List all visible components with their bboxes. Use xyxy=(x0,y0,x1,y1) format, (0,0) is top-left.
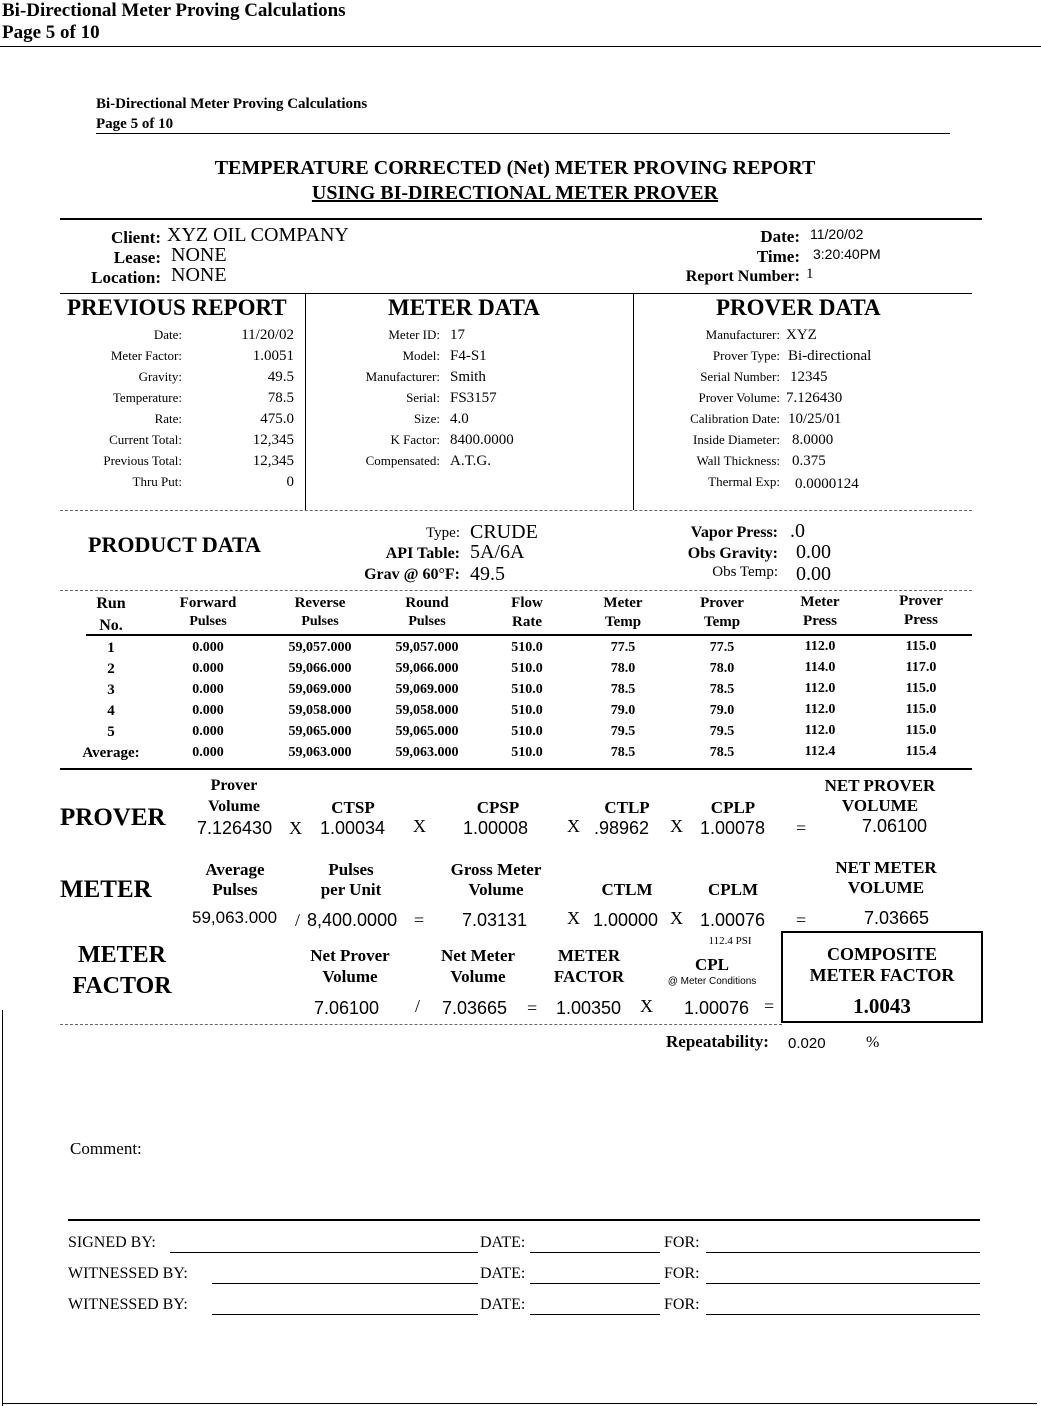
prover-value: XYZ xyxy=(786,327,817,343)
rule-comment xyxy=(68,1219,980,1221)
obs-gravity-value: 0.00 xyxy=(796,541,831,563)
col-header: Pulses xyxy=(408,614,446,629)
prover-label: Prover Type: xyxy=(712,348,780,363)
lease-label: Lease: xyxy=(113,248,161,267)
cpl-subheader: @ Meter Conditions xyxy=(667,976,757,987)
run-cell: 112.0 xyxy=(804,723,836,738)
run-cell: 77.5 xyxy=(709,640,735,655)
prover-value: 0.375 xyxy=(792,453,826,469)
avg-pulses-header-2: Pulses xyxy=(212,880,258,899)
date-sig-line[interactable] xyxy=(530,1283,660,1284)
npv-value: 7.06100 xyxy=(314,998,380,1018)
times-sign: X xyxy=(640,996,653,1016)
api-value: 5A/6A xyxy=(470,541,525,563)
run-cell: 59,057.000 xyxy=(395,640,459,655)
product-data-heading: PRODUCT DATA xyxy=(88,532,261,557)
vapor-value: .0 xyxy=(790,520,805,542)
run-number: 5 xyxy=(107,724,115,740)
witnessed-by-line[interactable] xyxy=(212,1314,478,1315)
prover-calc-label: PROVER xyxy=(60,804,166,831)
ctsp-value: 1.00034 xyxy=(320,818,386,838)
prev-value: 78.5 xyxy=(267,390,294,406)
run-cell: 79.0 xyxy=(709,703,735,718)
date-sig-label: DATE: xyxy=(480,1296,526,1313)
run-number: Average: xyxy=(82,745,140,761)
mf-value: 1.00350 xyxy=(556,998,622,1018)
meter-data-heading: METER DATA xyxy=(388,295,540,320)
col-header: Press xyxy=(904,612,938,628)
meter-label: Manufacturer: xyxy=(365,369,440,384)
run-cell: 59,066.000 xyxy=(395,661,459,676)
signed-by-label: SIGNED BY: xyxy=(68,1234,156,1251)
composite-meter-factor-box xyxy=(781,931,983,1023)
run-cell: 112.4 xyxy=(804,744,836,759)
lease-value: NONE xyxy=(171,244,227,266)
prev-label: Date: xyxy=(153,327,182,342)
for-label: FOR: xyxy=(664,1296,700,1313)
prover-label: Wall Thickness: xyxy=(696,453,780,468)
cpl-value: 1.00076 xyxy=(684,998,750,1018)
col-header: Temp xyxy=(604,614,642,630)
report-number-label: Report Number: xyxy=(685,268,800,285)
net-prover-header-2: VOLUME xyxy=(841,796,919,815)
time-value: 3:20:40PM xyxy=(813,246,881,262)
rule-panels xyxy=(60,510,972,511)
run-cell: 115.0 xyxy=(905,723,937,738)
col-header: Reverse xyxy=(294,595,346,611)
run-cell: 59,069.000 xyxy=(395,682,459,697)
col-header: Meter xyxy=(800,594,840,610)
col-header: Flow xyxy=(511,595,543,611)
col-header: Round xyxy=(405,595,449,611)
rule-factor xyxy=(60,1024,782,1025)
run-cell: 115.0 xyxy=(905,702,937,717)
obs-gravity-label: Obs Gravity: xyxy=(687,545,778,562)
report-title-line1: TEMPERATURE CORRECTED (Net) METER PROVING REPORT xyxy=(214,157,816,179)
prover-value: Bi-directional xyxy=(788,348,872,364)
location-value: NONE xyxy=(171,264,227,286)
col-header: Pulses xyxy=(189,614,227,629)
net-meter-header-2: VOLUME xyxy=(847,878,925,897)
nmv-value: 7.03665 xyxy=(442,998,508,1018)
equals-sign: = xyxy=(764,996,775,1016)
psi-note: 112.4 PSI xyxy=(708,935,752,947)
meter-value: 4.0 xyxy=(450,411,469,427)
npv-header-2: Volume xyxy=(322,967,378,986)
for-line[interactable] xyxy=(706,1283,980,1284)
run-cell: 112.0 xyxy=(804,639,836,654)
divide-sign: / xyxy=(415,996,421,1016)
meter-value: Smith xyxy=(450,369,486,385)
col-header: Press xyxy=(803,613,837,629)
prev-value: 49.5 xyxy=(267,369,294,385)
signed-by-line[interactable] xyxy=(170,1252,478,1253)
times-sign: X xyxy=(670,908,683,928)
cpsp-value: 1.00008 xyxy=(463,818,529,838)
run-cell: 510.0 xyxy=(511,682,543,697)
for-label: FOR: xyxy=(664,1265,700,1282)
prover-value: 10/25/01 xyxy=(788,411,842,427)
npv-header: Net Prover xyxy=(310,946,390,965)
meter-value: FS3157 xyxy=(450,390,497,406)
equals-sign: = xyxy=(796,818,807,838)
run-cell: 115.0 xyxy=(905,681,937,696)
run-number: 2 xyxy=(107,661,115,677)
type-label: Type: xyxy=(426,525,460,541)
prev-label: Meter Factor: xyxy=(110,348,182,363)
run-number: 3 xyxy=(107,682,115,698)
prev-label: Gravity: xyxy=(138,369,182,384)
for-line[interactable] xyxy=(706,1252,980,1253)
prover-value: 7.126430 xyxy=(786,390,843,406)
report-title-line2: USING BI-DIRECTIONAL METER PROVER xyxy=(311,182,719,204)
prover-value: 0.0000124 xyxy=(795,476,859,492)
meter-label: Serial: xyxy=(406,390,440,405)
rule-runs xyxy=(60,768,972,770)
run-cell: 0.000 xyxy=(192,640,224,655)
ppu-value: 8,400.0000 xyxy=(307,910,398,930)
meter-label: K Factor: xyxy=(390,432,440,447)
obs-temp-value: 0.00 xyxy=(796,563,831,585)
meter-label: Size: xyxy=(414,411,440,426)
cpl-header: CPL xyxy=(695,955,729,974)
meter-value: F4-S1 xyxy=(450,348,487,364)
run-cell: 0.000 xyxy=(192,724,224,739)
ppu-header-2: per Unit xyxy=(320,880,382,899)
date-sig-line[interactable] xyxy=(530,1252,660,1253)
meter-calc-label: METER xyxy=(60,876,152,903)
for-line[interactable] xyxy=(706,1314,980,1315)
document-title: Bi-Directional Meter Proving Calculations xyxy=(2,0,346,21)
panel-divider-2 xyxy=(633,294,634,510)
panel-divider-1 xyxy=(305,294,306,510)
repeatability-label: Repeatability: xyxy=(666,1032,769,1051)
grav-label: Grav @ 60°F: xyxy=(364,566,460,583)
run-cell: 78.0 xyxy=(610,661,636,676)
avg-pulses-value: 59,063.000 xyxy=(192,908,278,927)
cplp-header: CPLP xyxy=(710,798,756,817)
times-sign: X xyxy=(567,816,580,836)
col-header: Forward xyxy=(179,595,237,611)
times-sign: X xyxy=(567,908,580,928)
cplm-header: CPLM xyxy=(707,880,759,899)
run-cell: 0.000 xyxy=(192,703,224,718)
ppu-header: Pulses xyxy=(328,860,374,879)
header-divider xyxy=(0,46,1041,47)
run-cell: 114.0 xyxy=(804,660,836,675)
date-value: 11/20/02 xyxy=(810,226,864,242)
col-header: Rate xyxy=(512,614,542,630)
divide-sign: / xyxy=(295,910,301,930)
date-sig-label: DATE: xyxy=(480,1234,526,1251)
run-cell: 112.0 xyxy=(804,681,836,696)
run-cell: 510.0 xyxy=(511,661,543,676)
prev-value: 12,345 xyxy=(252,453,294,469)
col-header: Run xyxy=(96,595,126,612)
run-cell: 115.4 xyxy=(905,744,937,759)
comment-label: Comment: xyxy=(70,1139,142,1158)
rule-info xyxy=(60,293,972,294)
nmv-header-2: Volume xyxy=(450,967,506,986)
equals-sign: = xyxy=(527,998,538,1018)
previous-report-heading: PREVIOUS REPORT xyxy=(67,295,287,320)
meter-label: Model: xyxy=(402,348,440,363)
run-cell: 79.5 xyxy=(610,724,636,739)
meter-value: 8400.0000 xyxy=(450,432,514,448)
prev-label: Temperature: xyxy=(112,390,182,405)
run-cell: 59,063.000 xyxy=(395,745,459,760)
gross-header: Gross Meter xyxy=(450,860,542,879)
col-header: Meter xyxy=(603,595,643,611)
meter-label: Meter ID: xyxy=(388,327,440,342)
col-header: No. xyxy=(99,617,123,634)
net-prover-value: 7.06100 xyxy=(862,816,928,836)
page-bottom-rule xyxy=(2,1403,1037,1404)
rule-product xyxy=(60,590,972,591)
run-cell: 78.0 xyxy=(709,661,735,676)
ctlm-value: 1.00000 xyxy=(593,910,659,930)
witnessed-by-label: WITNESSED BY: xyxy=(68,1265,188,1282)
run-cell: 0.000 xyxy=(192,661,224,676)
date-sig-line[interactable] xyxy=(530,1314,660,1315)
scan-page: Page 5 of 10 xyxy=(96,116,174,132)
prover-label: Prover Volume: xyxy=(698,390,780,405)
witnessed-by-label: WITNESSED BY: xyxy=(68,1296,188,1313)
composite-header-2: METER FACTOR xyxy=(809,965,955,985)
gross-value: 7.03131 xyxy=(462,910,528,930)
repeatability-value: 0.020 xyxy=(788,1035,826,1052)
prover-volume-value: 7.126430 xyxy=(197,818,273,838)
ctlm-header: CTLM xyxy=(601,880,653,899)
meter-factor-label: METER xyxy=(77,942,166,968)
run-cell: 78.5 xyxy=(610,745,636,760)
prev-label: Rate: xyxy=(154,411,182,426)
client-label: Client: xyxy=(110,228,161,247)
scan-title: Bi-Directional Meter Proving Calculations xyxy=(96,96,368,112)
cplm-value: 1.00076 xyxy=(700,910,766,930)
prover-label: Manufacturer: xyxy=(705,327,780,342)
prover-volume-header-2: Volume xyxy=(208,798,260,815)
avg-pulses-header: Average xyxy=(205,860,265,879)
run-cell: 115.0 xyxy=(905,639,937,654)
times-sign: X xyxy=(670,816,683,836)
run-cell: 59,063.000 xyxy=(288,745,352,760)
grav-value: 49.5 xyxy=(470,563,505,585)
times-sign: X xyxy=(413,816,426,836)
prev-value: 11/20/02 xyxy=(241,327,294,343)
meter-value: A.T.G. xyxy=(450,453,491,469)
run-number: 4 xyxy=(107,703,115,719)
prover-data-heading: PROVER DATA xyxy=(716,295,881,320)
for-label: FOR: xyxy=(664,1234,700,1251)
obs-temp-label: Obs Temp: xyxy=(712,564,778,580)
run-cell: 59,069.000 xyxy=(288,682,352,697)
prev-value: 0 xyxy=(286,474,294,490)
run-cell: 78.5 xyxy=(709,682,735,697)
run-cell: 59,066.000 xyxy=(288,661,352,676)
mf-header-2: FACTOR xyxy=(553,967,625,986)
run-cell: 59,065.000 xyxy=(395,724,459,739)
repeatability-unit: % xyxy=(866,1034,880,1051)
prev-value: 1.0051 xyxy=(252,348,294,364)
run-cell: 59,065.000 xyxy=(288,724,352,739)
prover-volume-header: Prover xyxy=(210,777,258,794)
run-cell: 117.0 xyxy=(905,660,937,675)
page-number: Page 5 of 10 xyxy=(2,22,100,43)
report-number-value: 1 xyxy=(806,266,814,282)
prover-value: 8.0000 xyxy=(792,432,834,448)
table-header-rule xyxy=(86,634,972,636)
equals-sign: = xyxy=(414,910,425,930)
col-header: Temp xyxy=(703,614,741,630)
mf-header: METER xyxy=(557,946,621,965)
ctlp-header: CTLP xyxy=(604,798,650,817)
run-number: 1 xyxy=(107,640,115,656)
run-cell: 79.5 xyxy=(709,724,735,739)
cplp-value: 1.00078 xyxy=(700,818,766,838)
ctlp-value: .98962 xyxy=(594,818,650,838)
net-meter-value: 7.03665 xyxy=(864,908,930,928)
prover-label: Serial Number: xyxy=(700,369,780,384)
col-header: Prover xyxy=(899,593,943,609)
gross-header-2: Volume xyxy=(468,880,524,899)
time-label: Time: xyxy=(756,247,800,266)
prover-label: Calibration Date: xyxy=(690,411,780,426)
prev-label: Previous Total: xyxy=(103,453,182,468)
prover-label: Thermal Exp: xyxy=(708,474,780,489)
equals-sign: = xyxy=(796,910,807,930)
run-cell: 59,057.000 xyxy=(288,640,352,655)
meter-value: 17 xyxy=(450,327,465,343)
nmv-header: Net Meter xyxy=(440,946,516,965)
date-sig-label: DATE: xyxy=(480,1265,526,1282)
api-label: API Table: xyxy=(385,545,460,562)
composite-value: 1.0043 xyxy=(853,994,911,1018)
date-label: Date: xyxy=(760,227,800,246)
scan-edge xyxy=(2,1010,3,1406)
run-cell: 510.0 xyxy=(511,703,543,718)
col-header: Pulses xyxy=(301,614,339,629)
type-value: CRUDE xyxy=(470,521,538,543)
prev-label: Current Total: xyxy=(109,432,182,447)
prev-value: 475.0 xyxy=(260,411,294,427)
run-cell: 59,058.000 xyxy=(395,703,459,718)
prev-value: 12,345 xyxy=(252,432,294,448)
prover-label: Inside Diameter: xyxy=(693,432,780,447)
times-sign: X xyxy=(289,818,302,838)
location-label: Location: xyxy=(91,268,161,287)
meter-factor-label-2: FACTOR xyxy=(72,973,172,999)
run-cell: 112.0 xyxy=(804,702,836,717)
prev-label: Thru Put: xyxy=(132,474,182,489)
run-cell: 78.5 xyxy=(610,682,636,697)
run-cell: 510.0 xyxy=(511,640,543,655)
col-header: Prover xyxy=(700,595,744,611)
witnessed-by-line[interactable] xyxy=(212,1283,478,1284)
cpsp-header: CPSP xyxy=(476,798,520,817)
run-cell: 510.0 xyxy=(511,724,543,739)
net-meter-header: NET METER xyxy=(835,858,937,877)
scan-header-rule xyxy=(96,133,950,134)
run-cell: 78.5 xyxy=(709,745,735,760)
run-cell: 0.000 xyxy=(192,682,224,697)
rule-top xyxy=(60,218,982,220)
meter-label: Compensated: xyxy=(365,453,440,468)
net-prover-header: NET PROVER xyxy=(824,776,936,795)
run-cell: 77.5 xyxy=(610,640,636,655)
run-cell: 0.000 xyxy=(192,745,224,760)
run-cell: 59,058.000 xyxy=(288,703,352,718)
client-value: XYZ OIL COMPANY xyxy=(167,224,349,246)
composite-header: COMPOSITE xyxy=(826,944,937,964)
vapor-label: Vapor Press: xyxy=(690,524,778,541)
prover-value: 12345 xyxy=(790,369,828,385)
run-cell: 510.0 xyxy=(511,745,543,760)
ctsp-header: CTSP xyxy=(331,798,375,817)
run-cell: 79.0 xyxy=(610,703,636,718)
